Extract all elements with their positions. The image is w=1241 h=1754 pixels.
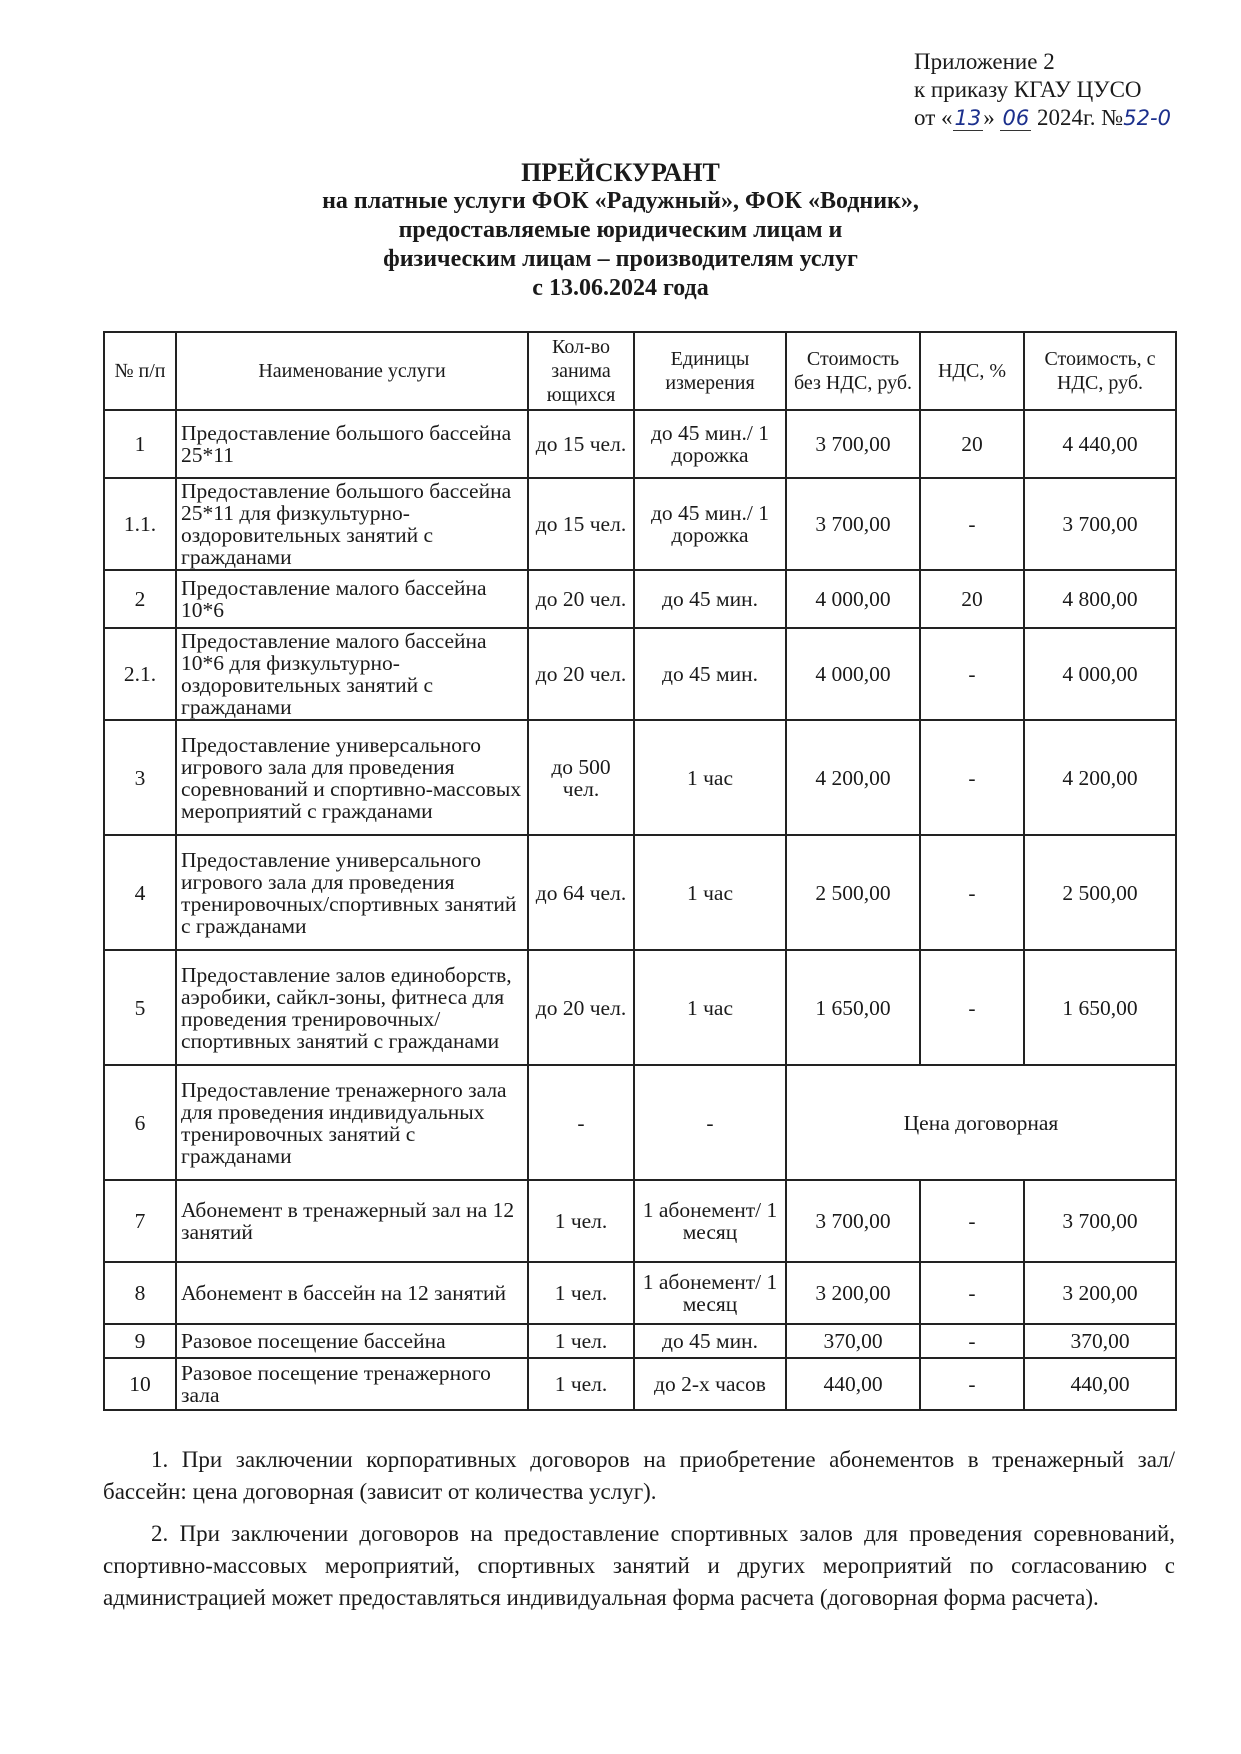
cell-name: Предоставление залов единоборств, аэробики, сайкл-зоны, фитнеса для проведения тренировочных/спортивных занятий с гражданами: [176, 950, 528, 1065]
cell-name: Абонемент в бассейн на 12 занятий: [176, 1262, 528, 1324]
cell-name: Предоставление большого бассейна 25*11 для физкультурно-оздоровительных занятий с гражданами: [176, 478, 528, 570]
order-date-prefix: от «: [914, 105, 953, 130]
cell-name: Предоставление малого бассейна 10*6 для физкультурно-оздоровительных занятий с гражданами: [176, 628, 528, 720]
cell-total: 4 800,00: [1024, 570, 1176, 628]
appendix-line-1: Приложение 2: [914, 49, 1055, 74]
title-line-4: физическим лицам – производителям услуг: [383, 246, 858, 272]
title-line-2: на платные услуги ФОК «Радужный», ФОК «Водник»,: [322, 188, 919, 214]
cell-total: 4 200,00: [1024, 720, 1176, 835]
order-day-handwritten: 13: [954, 106, 982, 130]
cell-unit: до 45 мин./ 1 дорожка: [634, 410, 786, 478]
cell-total: 440,00: [1024, 1358, 1176, 1410]
cell-total: 3 700,00: [1024, 1180, 1176, 1262]
cell-count: до 500 чел.: [528, 720, 634, 835]
table-row: [104, 628, 1176, 720]
cell-num: 2.1.: [104, 628, 176, 720]
cell-unit: 1 час: [634, 835, 786, 950]
cell-unit: до 45 мин.: [634, 1324, 786, 1358]
title-line-3: предоставляемые юридическим лицам и: [398, 217, 843, 243]
table-row: [104, 1358, 1176, 1410]
cell-total: 1 650,00: [1024, 950, 1176, 1065]
footnote-1: 1. При заключении корпоративных договоров на приобретение абонементов в тренажерный зал/бассейн: цена договорная (зависит от количества услуг).: [103, 1447, 1175, 1504]
appendix-note: [914, 48, 1171, 132]
cell-num: 5: [104, 950, 176, 1065]
cell-unit: до 45 мин.: [634, 628, 786, 720]
header-price-no-vat: Стоимость без НДС, руб.: [786, 332, 920, 410]
cell-unit: до 45 мин./ 1 дорожка: [634, 478, 786, 570]
cell-count: до 64 чел.: [528, 835, 634, 950]
header-price-vat: Стоимость, с НДС, руб.: [1024, 332, 1176, 410]
cell-total: 3 200,00: [1024, 1262, 1176, 1324]
cell-count: -: [528, 1065, 634, 1180]
table-row: [104, 1180, 1176, 1262]
cell-price: 2 500,00: [786, 835, 920, 950]
cell-price: 3 700,00: [786, 478, 920, 570]
cell-name: Предоставление тренажерного зала для проведения индивидуальных тренировочных занятий с гражданами: [176, 1065, 528, 1180]
table-row: [104, 950, 1176, 1065]
cell-count: до 15 чел.: [528, 478, 634, 570]
appendix-line-3: [914, 104, 1171, 132]
cell-unit: -: [634, 1065, 786, 1180]
cell-count: 1 чел.: [528, 1358, 634, 1410]
header-num: № п/п: [104, 332, 176, 410]
table-row: [104, 835, 1176, 950]
cell-num: 1.1.: [104, 478, 176, 570]
cell-unit: до 45 мин.: [634, 570, 786, 628]
cell-total: 4 440,00: [1024, 410, 1176, 478]
cell-vat: -: [920, 1358, 1024, 1410]
cell-price: 4 000,00: [786, 570, 920, 628]
footnotes: [103, 1444, 1175, 1624]
cell-num: 8: [104, 1262, 176, 1324]
cell-num: 1: [104, 410, 176, 478]
header-name: Наименование услуги: [176, 332, 528, 410]
order-number-handwritten: 52-0: [1123, 106, 1171, 130]
title-main: ПРЕЙСКУРАНТ: [521, 158, 720, 187]
cell-unit: 1 час: [634, 720, 786, 835]
order-month-handwritten: 06: [1002, 106, 1030, 130]
appendix-line-2: к приказу КГАУ ЦУСО: [914, 77, 1142, 102]
table-row: [104, 1065, 1176, 1180]
header-vat: НДС, %: [920, 332, 1024, 410]
cell-price: 440,00: [786, 1358, 920, 1410]
table-row: [104, 478, 1176, 570]
table-row: [104, 410, 1176, 478]
cell-num: 3: [104, 720, 176, 835]
cell-unit: 1 час: [634, 950, 786, 1065]
table-row: [104, 720, 1176, 835]
cell-num: 4: [104, 835, 176, 950]
cell-num: 9: [104, 1324, 176, 1358]
cell-vat: -: [920, 1180, 1024, 1262]
cell-vat: 20: [920, 410, 1024, 478]
cell-total: 3 700,00: [1024, 478, 1176, 570]
cell-count: до 20 чел.: [528, 950, 634, 1065]
cell-vat: -: [920, 628, 1024, 720]
header-count: Кол-во занима ющихся: [528, 332, 634, 410]
cell-price: 3 700,00: [786, 1180, 920, 1262]
cell-total: 2 500,00: [1024, 835, 1176, 950]
cell-unit: 1 абонемент/ 1 месяц: [634, 1180, 786, 1262]
footnote-2: 2. При заключении договоров на предоставление спортивных залов для проведения соревнований, спортивно-массовых мероприятий, спортивных занятий и других мероприятий по согласованию с администрацией может предоставляться индивидуальная форма расчета (договорная форма расчета).: [103, 1521, 1175, 1610]
table-row: [104, 1262, 1176, 1324]
cell-name: Предоставление универсального игрового зала для проведения тренировочных/спортивных занятий с гражданами: [176, 835, 528, 950]
cell-price: 3 200,00: [786, 1262, 920, 1324]
order-date-mid: »: [983, 105, 995, 130]
cell-vat: -: [920, 720, 1024, 835]
title-line-5: с 13.06.2024 года: [532, 275, 709, 301]
cell-price: 4 000,00: [786, 628, 920, 720]
cell-vat: -: [920, 478, 1024, 570]
cell-count: до 15 чел.: [528, 410, 634, 478]
cell-price: 370,00: [786, 1324, 920, 1358]
cell-price: 1 650,00: [786, 950, 920, 1065]
cell-total: 370,00: [1024, 1324, 1176, 1358]
cell-num: 6: [104, 1065, 176, 1180]
cell-num: 2: [104, 570, 176, 628]
table-row: [104, 1324, 1176, 1358]
price-table: [103, 331, 1177, 1411]
cell-price: 4 200,00: [786, 720, 920, 835]
cell-vat: 20: [920, 570, 1024, 628]
table-row: [104, 570, 1176, 628]
cell-name: Разовое посещение тренажерного зала: [176, 1358, 528, 1410]
cell-count: 1 чел.: [528, 1324, 634, 1358]
order-year-part: 2024г. №: [1036, 105, 1124, 130]
cell-vat: -: [920, 835, 1024, 950]
cell-num: 7: [104, 1180, 176, 1262]
cell-price: 3 700,00: [786, 410, 920, 478]
cell-negotiable-price: Цена договорная: [786, 1065, 1176, 1180]
cell-name: Предоставление малого бассейна 10*6: [176, 570, 528, 628]
cell-unit: до 2-х часов: [634, 1358, 786, 1410]
cell-name: Разовое посещение бассейна: [176, 1324, 528, 1358]
cell-vat: -: [920, 1324, 1024, 1358]
cell-unit: 1 абонемент/ 1 месяц: [634, 1262, 786, 1324]
cell-count: до 20 чел.: [528, 570, 634, 628]
header-unit: Единицы измерения: [634, 332, 786, 410]
cell-name: Абонемент в тренажерный зал на 12 занятий: [176, 1180, 528, 1262]
document-title: [0, 158, 1241, 303]
cell-name: Предоставление большого бассейна 25*11: [176, 410, 528, 478]
table-header-row: [104, 332, 1176, 410]
cell-count: 1 чел.: [528, 1262, 634, 1324]
cell-name: Предоставление универсального игрового зала для проведения соревнований и спортивно-массовых мероприятий с гражданами: [176, 720, 528, 835]
cell-vat: -: [920, 1262, 1024, 1324]
cell-count: 1 чел.: [528, 1180, 634, 1262]
cell-num: 10: [104, 1358, 176, 1410]
cell-total: 4 000,00: [1024, 628, 1176, 720]
cell-count: до 20 чел.: [528, 628, 634, 720]
cell-vat: -: [920, 950, 1024, 1065]
